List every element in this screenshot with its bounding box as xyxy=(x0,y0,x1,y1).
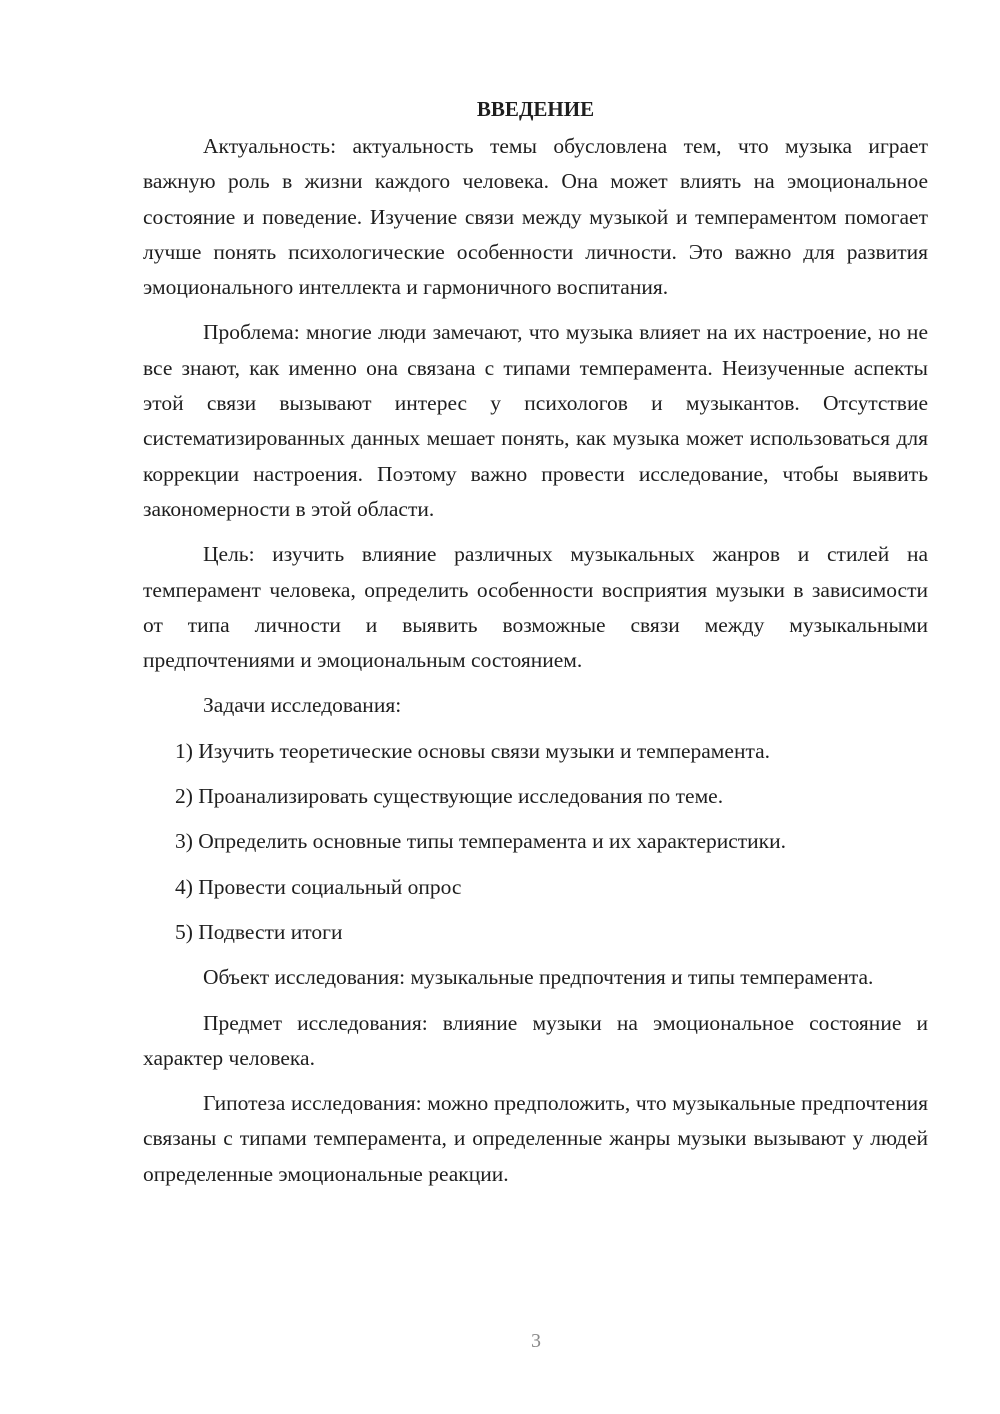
object-paragraph: Объект исследования: музыкальные предпочтения и типы темперамента. xyxy=(203,965,874,990)
page-number: 3 xyxy=(531,1330,541,1352)
section-heading: ВВЕДЕНИЕ xyxy=(476,97,595,121)
relevance-paragraph: Актуальность: актуальность темы обусловлена тем, что музыка играет важную роль в жизни каждого человека. Она может влиять на эмоциональное состояние и поведение. Изучение связи между музыкой и темпераментом помогает лучше понять психологические особенности личности. Это важно для развития эмоционального интеллекта и гармоничного воспитания. xyxy=(143,134,928,300)
document-page xyxy=(143,92,928,1192)
task-item: 1) Изучить теоретические основы связи музыки и темперамента. xyxy=(175,738,771,763)
hypothesis-paragraph: Гипотеза исследования: можно предположить, что музыкальные предпочтения связаны с типами темперамента, и определенные жанры музыки вызывают у людей определенные эмоциональные реакции. xyxy=(143,1091,928,1186)
problem-paragraph: Проблема: многие люди замечают, что музыка влияет на их настроение, но не все знают, как именно она связана с типами темперамента. Неизученные аспекты этой связи вызывают интерес у психологов и музыкантов. Отсутствие систематизированных данных мешает понять, как музыка может использоваться для коррекции настроения. Поэтому важно провести исследование, чтобы выявить закономерности в этой области. xyxy=(143,320,928,521)
subject-paragraph: Предмет исследования: влияние музыки на эмоциональное состояние и характер человека. xyxy=(143,1010,928,1070)
task-item: 3) Определить основные типы темперамента и их характеристики. xyxy=(175,829,787,854)
goal-paragraph: Цель: изучить влияние различных музыкальных жанров и стилей на темперамент человека, определить особенности восприятия музыки в зависимости от типа личности и выявить возможные связи между музыкальными предпочтениями и эмоциональным состоянием. xyxy=(143,542,928,673)
task-item: 2) Проанализировать существующие исследования по теме. xyxy=(175,784,724,809)
tasks-list xyxy=(143,734,928,950)
task-item: 5) Подвести итоги xyxy=(175,919,343,944)
tasks-title: Задачи исследования: xyxy=(203,693,402,718)
task-item: 4) Провести социальный опрос xyxy=(175,874,462,899)
